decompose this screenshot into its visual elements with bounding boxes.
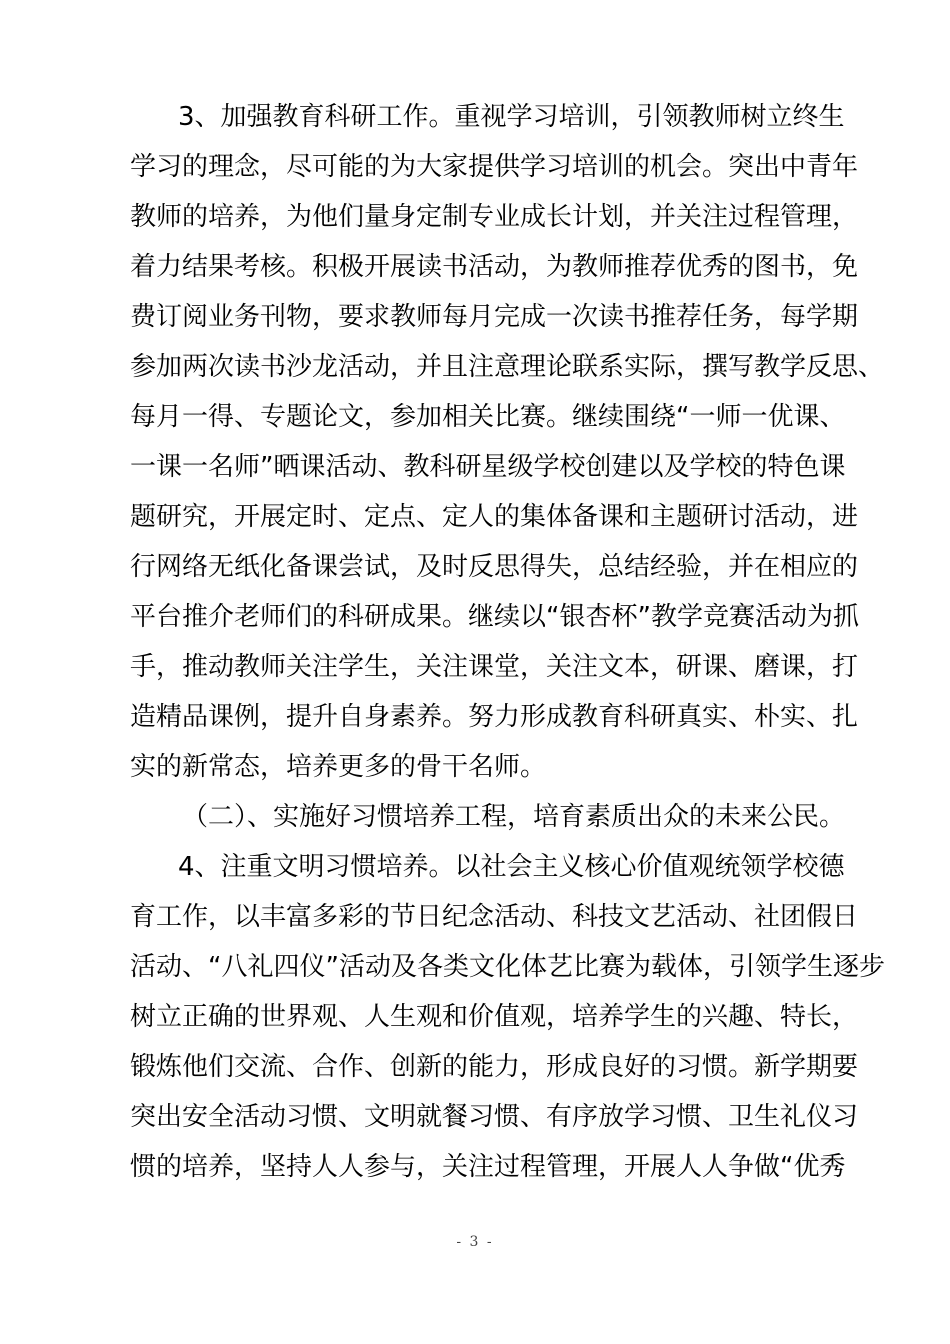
paragraph-3-line-11: 平台推介老师们的科研成果。继续以“银杏杯”教学竞赛活动为抓 — [130, 602, 859, 632]
paragraph-3-line-14: 实的新常态，培养更多的骨干名师。 — [130, 752, 547, 782]
paragraph-4-line-6: 突出安全活动习惯、文明就餐习惯、有序放学习惯、卫生礼仪习 — [130, 1102, 859, 1132]
paragraph-3-line-5: 费订阅业务刊物，要求教师每月完成一次读书推荐任务，每学期 — [130, 302, 859, 332]
paragraph-3-line-6: 参加两次读书沙龙活动，并且注意理论联系实际，撰写教学反思、 — [130, 352, 885, 382]
paragraph-3-line-13: 造精品课例，提升自身素养。努力形成教育科研真实、朴实、扎 — [130, 702, 859, 732]
paragraph-3-line-3: 教师的培养，为他们量身定制专业成长计划，并关注过程管理， — [130, 202, 859, 232]
paragraph-4-line-3: 活动、“八礼四仪”活动及各类文化体艺比赛为载体，引领学生逐步 — [130, 952, 885, 982]
paragraph-4-line-2: 育工作，以丰富多彩的节日纪念活动、科技文艺活动、社团假日 — [130, 902, 859, 932]
paragraph-3-line-12: 手，推动教师关注学生，关注课堂，关注文本，研课、磨课，打 — [130, 652, 859, 682]
paragraph-3-line-9: 题研究，开展定时、定点、定人的集体备课和主题研讨活动，进 — [130, 502, 859, 532]
paragraph-4-line-4: 树立正确的世界观、人生观和价值观，培养学生的兴趣、特长， — [130, 1002, 859, 1032]
section-heading: （二）、实施好习惯培养工程，培育素质出众的未来公民。 — [182, 802, 846, 832]
paragraph-3-line-7: 每月一得、专题论文，参加相关比赛。继续围绕“一师一优课、 — [130, 402, 846, 432]
paragraph-3-line-2: 学习的理念，尽可能的为大家提供学习培训的机会。突出中青年 — [130, 152, 859, 182]
paragraph-3-line-1: 3、加强教育科研工作。重视学习培训，引领教师树立终生 — [178, 102, 845, 132]
paragraph-3-line-8: 一课一名师”晒课活动、教科研星级学校创建以及学校的特色课 — [130, 452, 846, 482]
paragraph-3-line-4: 着力结果考核。积极开展读书活动，为教师推荐优秀的图书，免 — [130, 252, 859, 282]
paragraph-4-line-1: 4、注重文明习惯培养。以社会主义核心价值观统领学校德 — [178, 852, 845, 882]
paragraph-4-line-5: 锻炼他们交流、合作、创新的能力，形成良好的习惯。新学期要 — [130, 1052, 859, 1082]
paragraph-4-line-7: 惯的培养，坚持人人参与，关注过程管理，开展人人争做“优秀 — [130, 1152, 846, 1182]
paragraph-3-line-10: 行网络无纸化备课尝试，及时反思得失，总结经验，并在相应的 — [130, 552, 859, 582]
page-number: - 3 - — [456, 1234, 494, 1250]
